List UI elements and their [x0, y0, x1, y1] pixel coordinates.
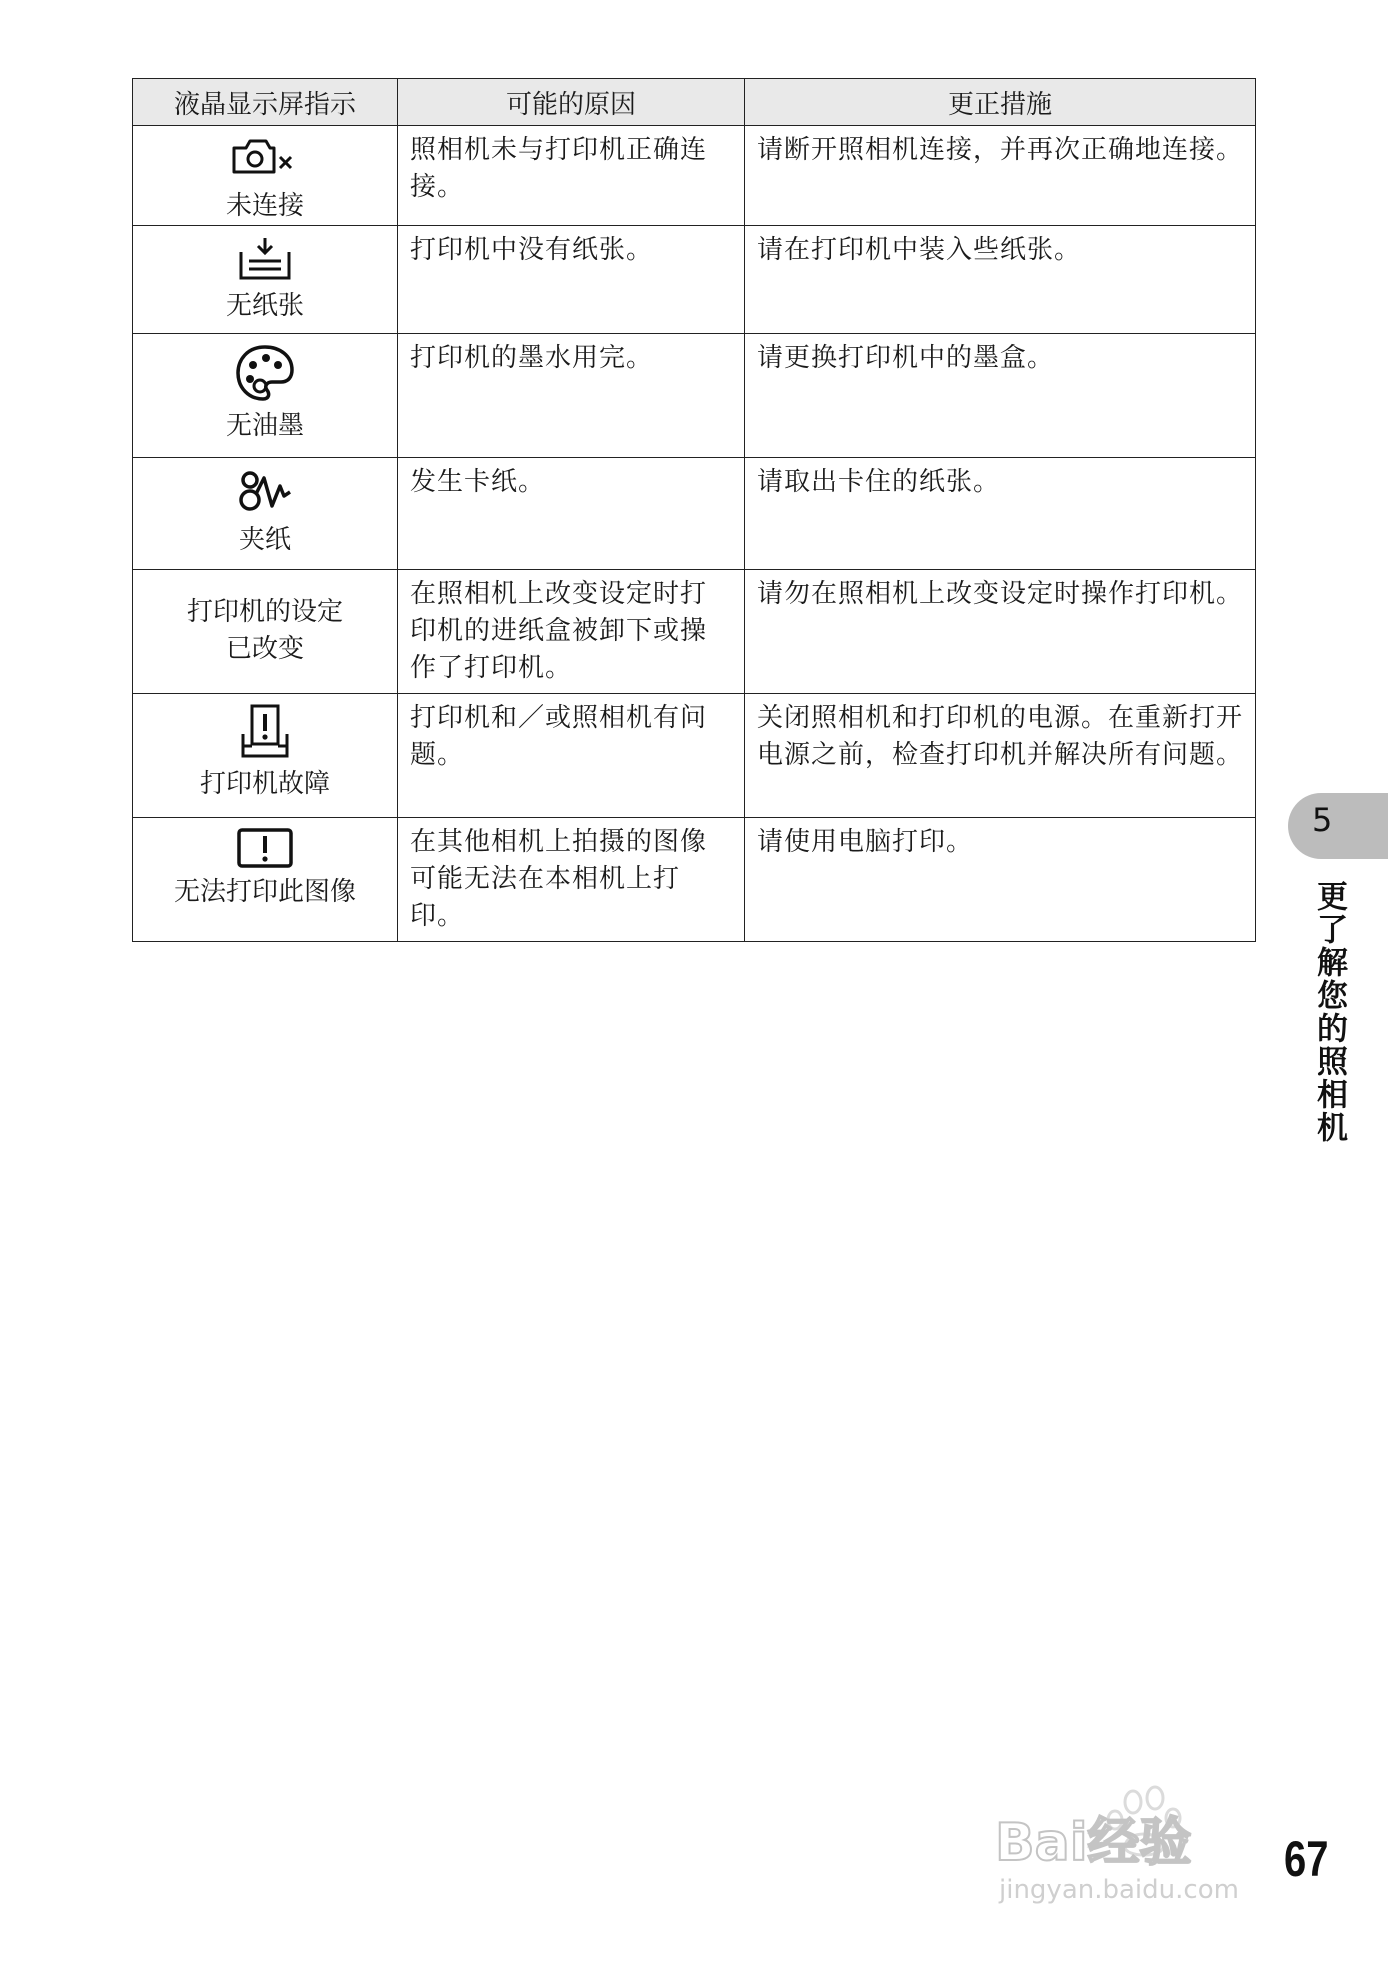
action-cell: 请断开照相机连接，并再次正确地连接。	[745, 126, 1256, 226]
indicator-label: 未连接	[225, 191, 304, 221]
baidu-watermark	[985, 1768, 1285, 1908]
indicator-cell	[133, 570, 398, 694]
indicator-cell	[133, 818, 398, 942]
cause-cell: 在其他相机上拍摄的图像可能无法在本相机上打印。	[398, 818, 745, 942]
table-header-row	[133, 79, 1256, 126]
indicator-label: 无法打印此图像	[173, 877, 356, 907]
ink-palette-icon	[134, 342, 396, 408]
header-indicator: 液晶显示屏指示	[133, 79, 398, 126]
cause-cell: 照相机未与打印机正确连接。	[398, 126, 745, 226]
table-row	[133, 694, 1256, 818]
watermark-brand: Bai经验	[995, 1813, 1192, 1873]
cause-cell: 发生卡纸。	[398, 458, 745, 570]
error-table	[132, 78, 1256, 942]
action-cell: 请取出卡住的纸张。	[745, 458, 1256, 570]
action-cell: 请使用电脑打印。	[745, 818, 1256, 942]
indicator-cell	[133, 226, 398, 334]
cause-cell: 在照相机上改变设定时打印机的进纸盒被卸下或操作了打印机。	[398, 570, 745, 694]
indicator-label: 夹纸	[238, 525, 291, 555]
action-cell: 请更换打印机中的墨盒。	[745, 334, 1256, 458]
printer-error-icon	[134, 702, 396, 766]
no-paper-icon	[134, 234, 396, 288]
indicator-label: 打印机的设定已改变	[186, 597, 343, 664]
indicator-label: 无油墨	[225, 411, 304, 441]
indicator-cell	[133, 458, 398, 570]
indicator-cell	[133, 694, 398, 818]
watermark-url: jingyan.baidu.com	[999, 1875, 1239, 1905]
page-number: 67	[1284, 1831, 1329, 1887]
table-row	[133, 126, 1256, 226]
table-row	[133, 334, 1256, 458]
chapter-tab	[1288, 793, 1388, 859]
table-row	[133, 818, 1256, 942]
indicator-cell	[133, 334, 398, 458]
chapter-number: 5	[1312, 801, 1333, 839]
header-cause: 可能的原因	[398, 79, 745, 126]
camera-disconnect-icon	[134, 134, 396, 188]
indicator-label: 无纸张	[225, 291, 304, 321]
cannot-print-icon	[134, 826, 396, 874]
table-row	[133, 570, 1256, 694]
cause-cell: 打印机和／或照相机有问题。	[398, 694, 745, 818]
indicator-cell	[133, 126, 398, 226]
paper-jam-icon	[134, 466, 396, 522]
indicator-label: 打印机故障	[199, 769, 330, 799]
action-cell: 请在打印机中装入些纸张。	[745, 226, 1256, 334]
table-row	[133, 226, 1256, 334]
action-cell: 关闭照相机和打印机的电源。在重新打开电源之前，检查打印机并解决所有问题。	[745, 694, 1256, 818]
action-cell: 请勿在照相机上改变设定时操作打印机。	[745, 570, 1256, 694]
header-action: 更正措施	[745, 79, 1256, 126]
cause-cell: 打印机中没有纸张。	[398, 226, 745, 334]
cause-cell: 打印机的墨水用完。	[398, 334, 745, 458]
table-row	[133, 458, 1256, 570]
chapter-title: 更了解您的照相机	[1311, 880, 1347, 1144]
